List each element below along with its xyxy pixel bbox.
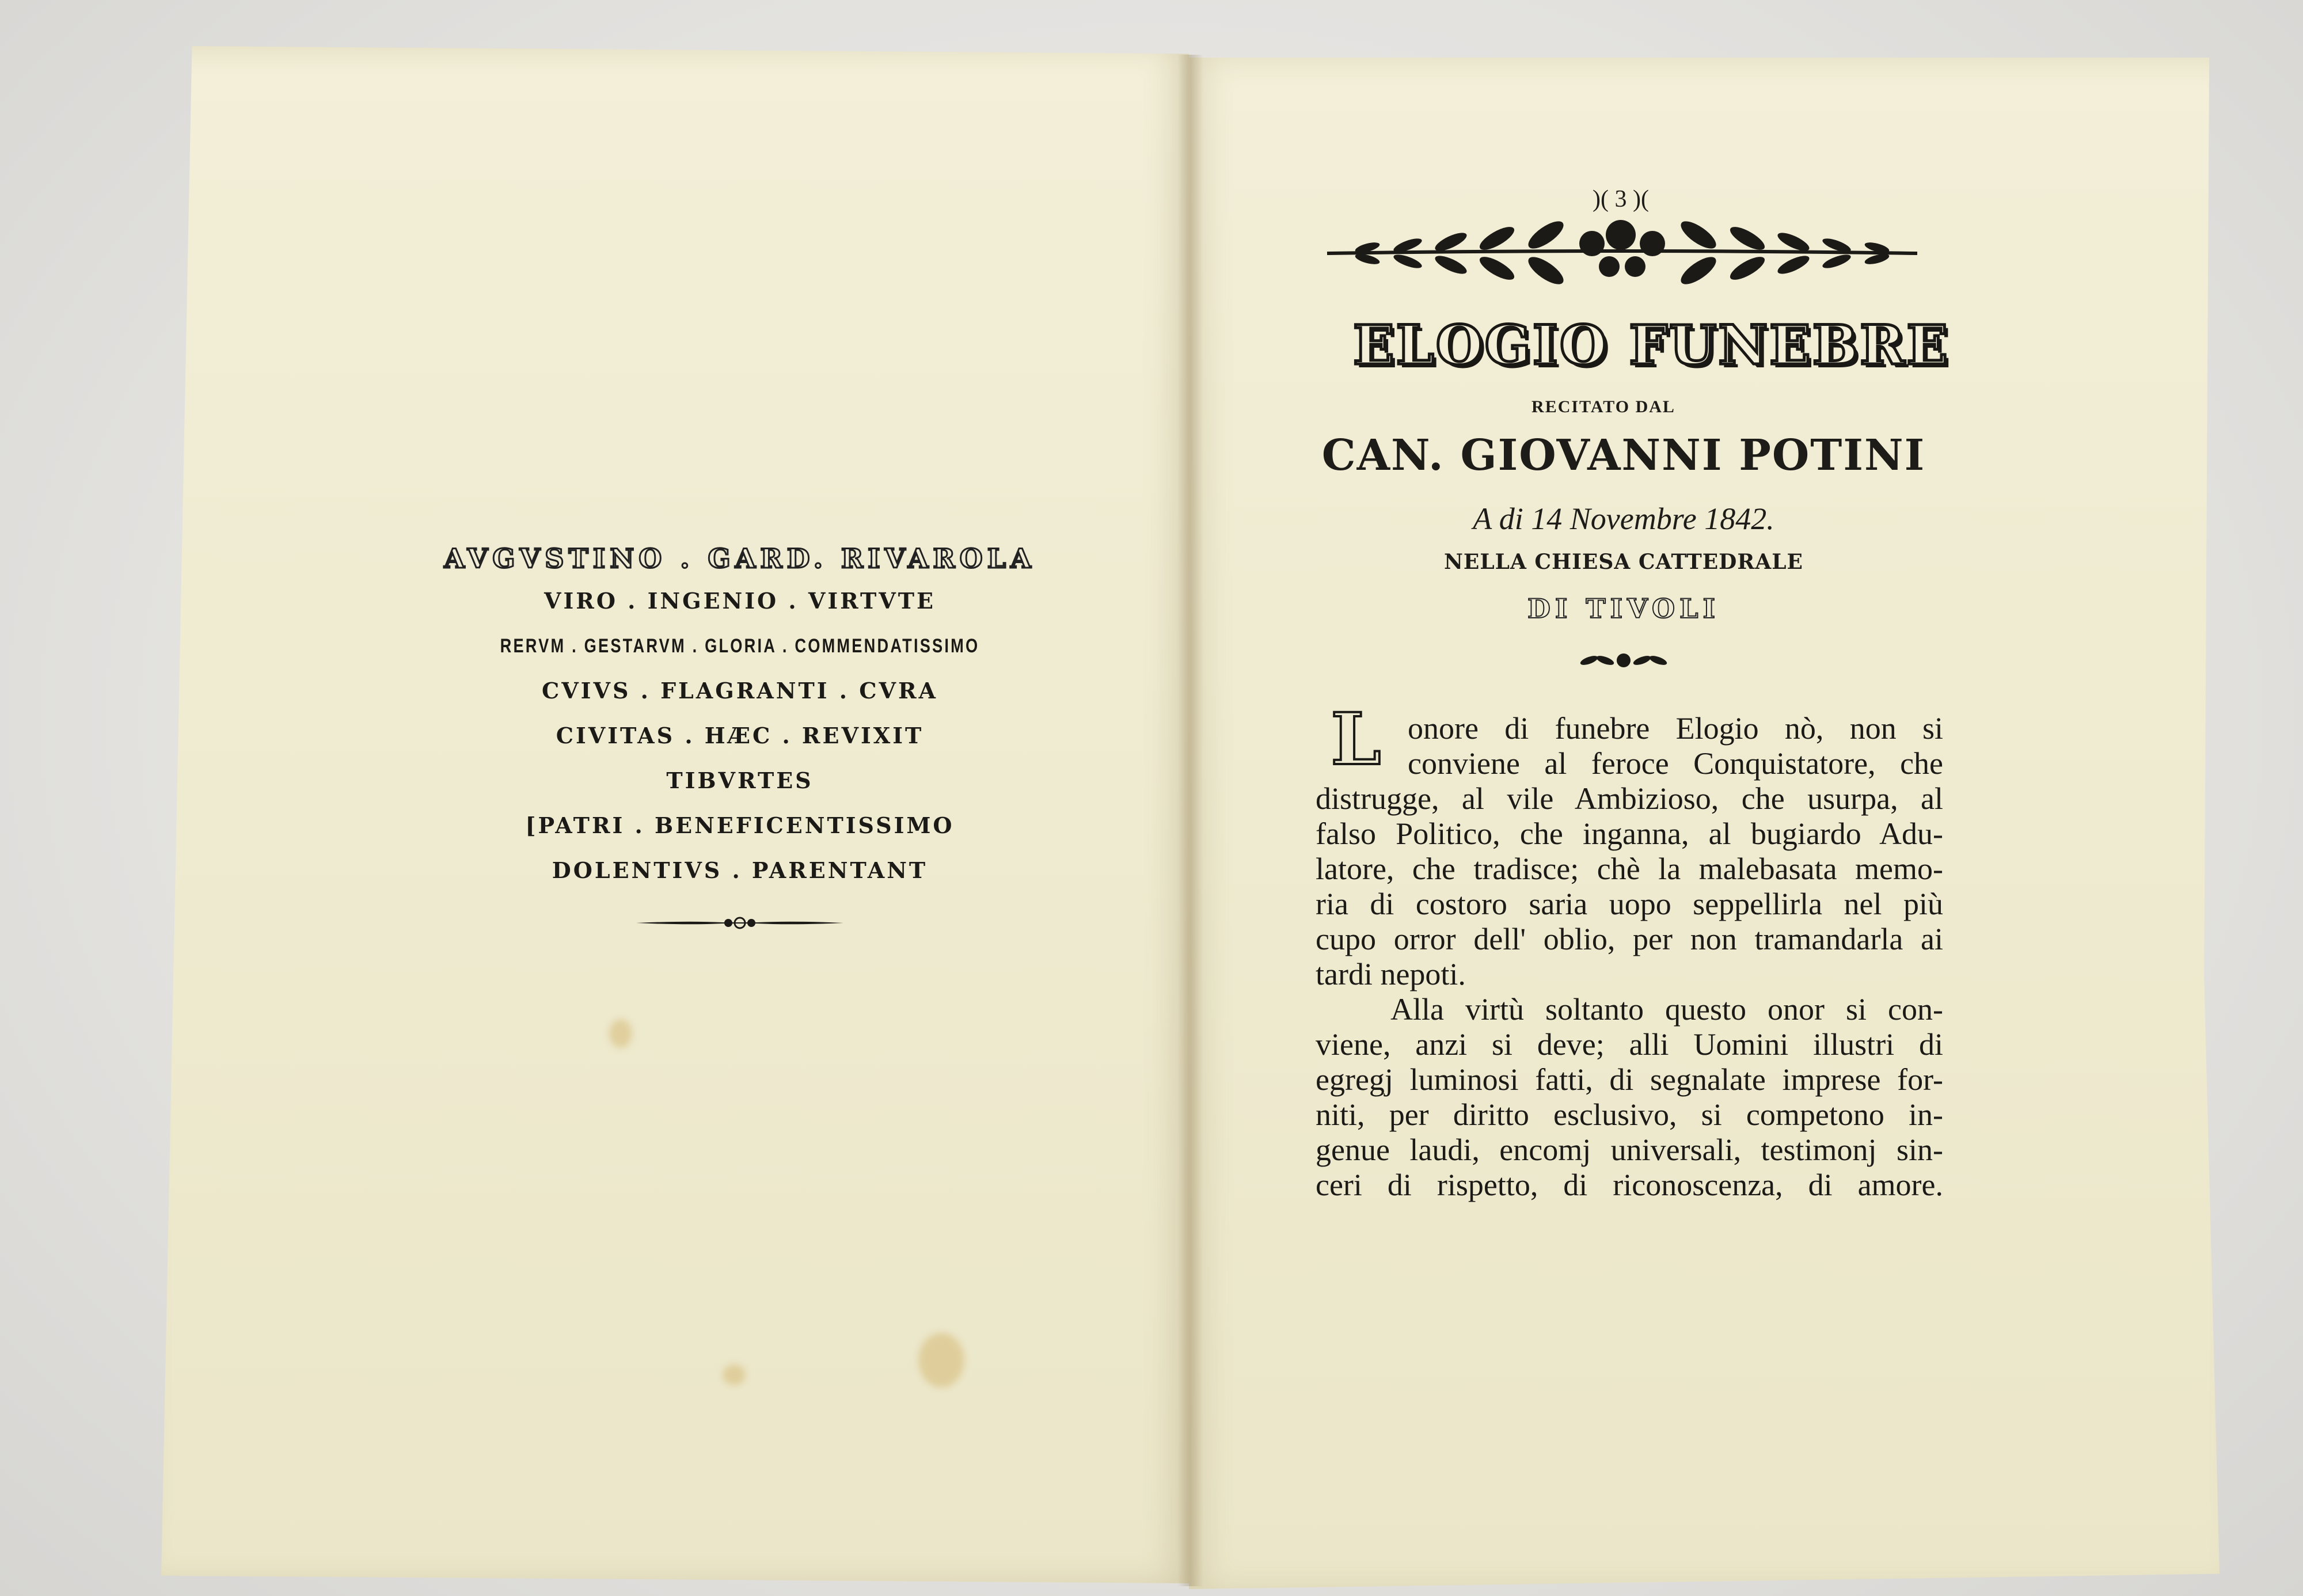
ornamental-rule-icon <box>636 916 843 930</box>
text-line: Alla virtù soltanto questo onor si con- <box>1390 992 1943 1027</box>
dedication-line: VIRO . INGENIO . VIRTVTE <box>544 588 936 614</box>
drop-cap: L <box>1331 698 1381 781</box>
text-line: egregj luminosi fatti, di segnalate imprese for- <box>1316 1062 1943 1097</box>
subtitle: RECITATO DAL <box>1531 397 1675 416</box>
text-line: ceri di rispetto, di riconoscenza, di amore. <box>1316 1168 1943 1202</box>
text-line: latore, che tradisce; chè la malebasata memo- <box>1316 852 1943 886</box>
text-line: niti, per diritto esclusivo, si competono in- <box>1316 1097 1943 1132</box>
date-line: A di 14 Novembre 1842. <box>1473 501 1774 536</box>
text-line: ria di costoro saria uopo seppellirla nel più <box>1316 887 1943 921</box>
text-line: onore di funebre Elogio nò, non si <box>1408 711 1943 746</box>
body-text <box>1316 698 1943 1203</box>
dedication-line: DOLENTIVS . PARENTANT <box>552 857 928 883</box>
dedication-block <box>438 538 1042 933</box>
page-number: )( 3 )( <box>1593 186 1649 212</box>
dedication-line: AVGVSTINO . GARD. RIVAROLA <box>444 543 1036 574</box>
city-line: DI TIVOLI <box>1527 593 1720 624</box>
dedication-line: CVIVS . FLAGRANTI . CVRA <box>541 678 938 704</box>
church-line: NELLA CHIESA CATTEDRALE <box>1443 550 1803 574</box>
document-title: ELOGIO FUNEBRE <box>1353 314 1949 377</box>
author-name: CAN. GIOVANNI POTINI <box>1321 431 1926 480</box>
text-line: distrugge, al vile Ambizioso, che usurpa, al <box>1316 781 1943 816</box>
text-line: falso Politico, che inganna, al bugiardo Adu- <box>1316 816 1943 851</box>
paper-stain <box>918 1333 964 1388</box>
text-line: cupo orror dell' oblio, per non tramandarla ai <box>1316 922 1943 956</box>
book-gutter <box>1177 55 1203 1586</box>
paper-stain <box>723 1365 746 1385</box>
text-line: tardi nepoti. <box>1316 957 1466 991</box>
floral-vignette-icon <box>1321 212 1923 287</box>
text-line: viene, anzi si deve; alli Uomini illustri di <box>1316 1027 1943 1062</box>
dedication-line: TIBVRTES <box>666 767 814 793</box>
dedication-line: RERVM . GESTARVM . GLORIA . COMMENDATISSIMO <box>500 635 980 657</box>
text-line: conviene al feroce Conquistatore, che <box>1408 746 1943 781</box>
small-ornament-icon <box>1578 648 1670 674</box>
dedication-line: CIVITAS . HÆC . REVIXIT <box>556 723 924 748</box>
paper-stain <box>609 1019 632 1048</box>
text-line: genue laudi, encomj universali, testimonj sin- <box>1316 1133 1943 1167</box>
dedication-line: [PATRI . BENEFICENTISSIMO <box>525 812 955 838</box>
